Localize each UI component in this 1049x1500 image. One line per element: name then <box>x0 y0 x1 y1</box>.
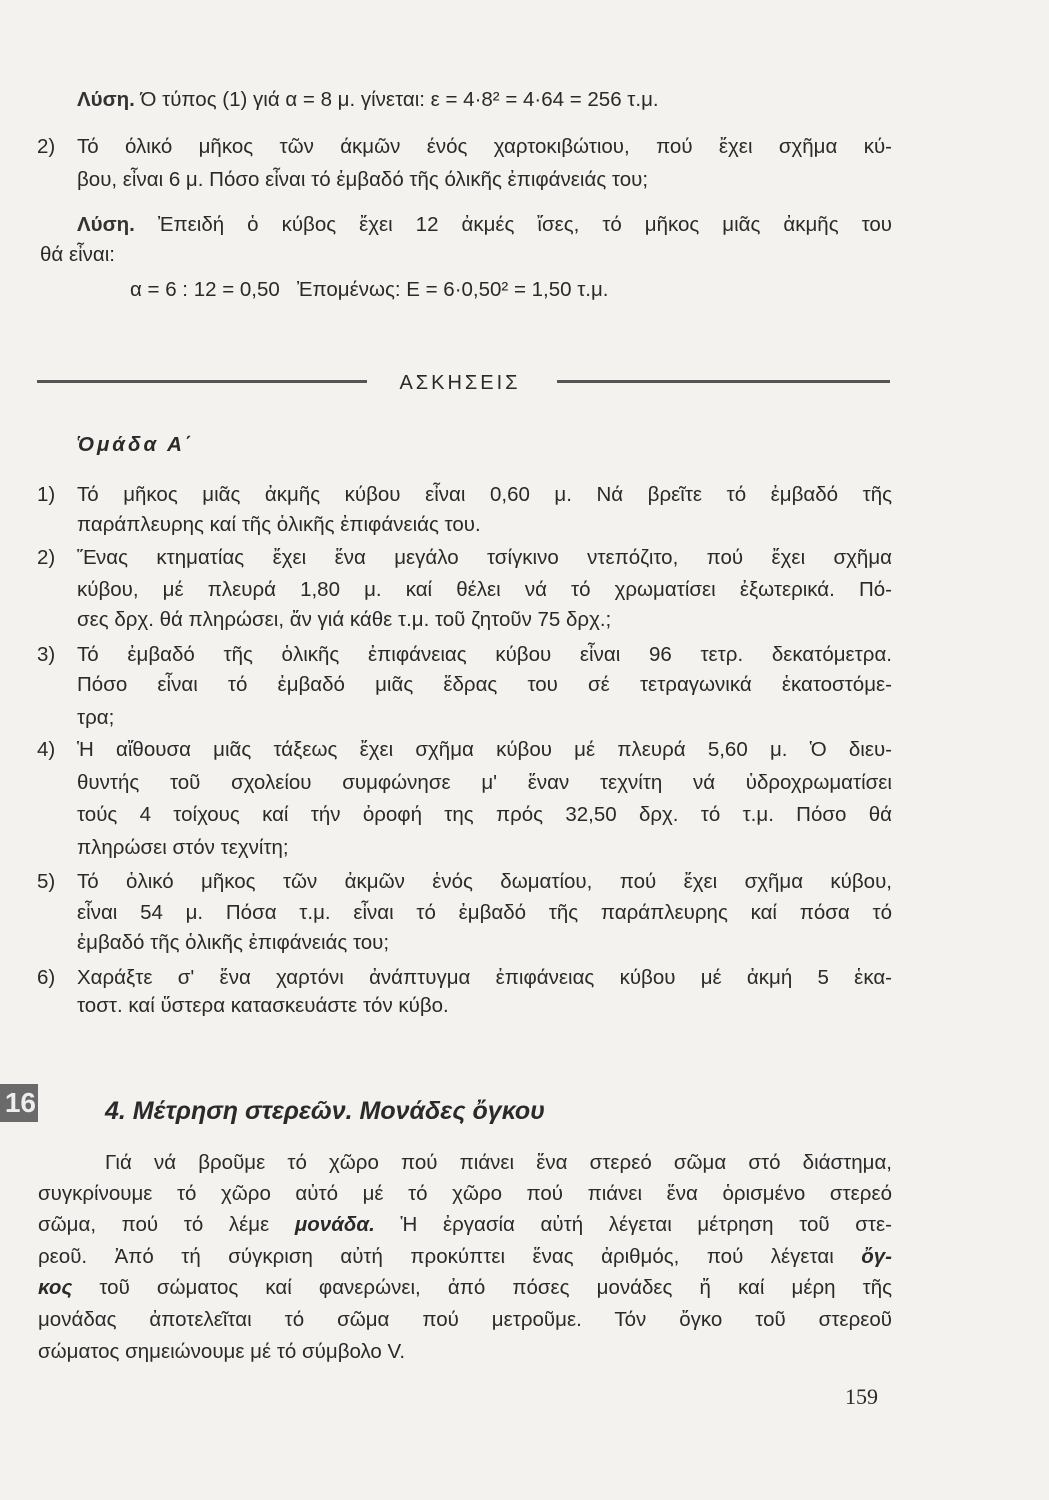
exercise-line: τρα; <box>77 706 115 729</box>
solution-1 <box>77 85 892 115</box>
paragraph-line: συγκρίνουμε τό χῶρο αὐτό μέ τό χῶρο πού πιάνει ἕνα ὁρισμένο στερεό <box>38 1182 892 1205</box>
paragraph-line: Γιά νά βροῦμε τό χῶρο πού πιάνει ἕνα στερεό σῶμα στό διάστημα, <box>105 1151 892 1174</box>
exercise-line: Ἕνας κτηματίας ἔχει ἕνα μεγάλο τσίγκινο ντεπόζιτο, πού ἔχει σχῆμα <box>77 546 892 569</box>
term-volume: κος <box>38 1276 73 1299</box>
solution-2 <box>77 210 892 240</box>
exercise-line: Πόσο εἶναι τό ἐμβαδό μιᾶς ἕδρας του σέ τετραγωνικά ἑκατοστόμε- <box>77 673 892 696</box>
example-number: 2) <box>37 135 56 158</box>
paragraph-text: Ἡ ἐργασία αὐτή λέγεται μέτρηση τοῦ στε- <box>374 1213 892 1236</box>
example-line: Τό όλικό μῆκος τῶν άκμῶν ένός χαρτοκιβώτιου, πού ἔχει σχῆμα κύ- <box>77 135 892 158</box>
paragraph-line: σώματος σημειώνουμε μέ τό σύμβολο V. <box>38 1340 406 1363</box>
divider-left <box>37 380 367 383</box>
exercise-line: πληρώσει στόν τεχνίτη; <box>77 836 289 859</box>
paragraph-line <box>38 1210 892 1240</box>
paragraph-line <box>38 1242 892 1272</box>
exercise-number: 5) <box>37 870 56 893</box>
exercise-number: 2) <box>37 546 56 569</box>
paragraph-text: σῶμα, πού τό λέμε <box>38 1213 295 1236</box>
exercise-line: ἐμβαδό τῆς ὁλικῆς ἐπιφάνειάς του; <box>77 931 390 954</box>
term-volume: ὄγ- <box>861 1245 892 1268</box>
exercise-number: 6) <box>37 966 56 989</box>
exercise-line: θυντής τοῦ σχολείου συμφώνησε μ' ἕναν τεχνίτη νά ὑδροχρωματίσει <box>77 771 892 794</box>
paragraph-text: τοῦ σώματος καί φανερώνει, ἀπό πόσες μονάδες ἤ καί μέρη τῆς <box>72 1276 892 1299</box>
exercise-line: Ἡ αἴθουσα μιᾶς τάξεως ἔχει σχῆμα κύβου μέ πλευρά 5,60 μ. Ὁ διευ- <box>77 738 892 761</box>
section-title: 4. Μέτρηση στερεῶν. Μονάδες ὄγκου <box>105 1097 545 1125</box>
exercise-line: Χαράξτε σ' ἕνα χαρτόνι ἀνάπτυγμα ἐπιφάνειας κύβου μέ ἀκμή 5 ἑκα- <box>77 966 892 989</box>
solution-line: θά εἶναι: <box>40 243 115 266</box>
exercises-heading: ΑΣΚΗΣΕΙΣ <box>399 372 521 394</box>
exercise-number: 4) <box>37 738 56 761</box>
exercise-line: εἶναι 54 μ. Πόσα τ.μ. εἶναι τό ἐμβαδό τῆς παράπλευρης καί πόσα τό <box>77 901 892 924</box>
exercise-line: τούς 4 τοίχους καί τήν ὀροφή της πρός 32,50 δρχ. τό τ.μ. Πόσο θά <box>77 803 892 826</box>
exercise-number: 3) <box>37 643 56 666</box>
exercise-line: Τό ἐμβαδό τῆς ὁλικῆς ἐπιφάνειας κύβου εἶναι 96 τετρ. δεκατόμετρα. <box>77 643 892 666</box>
exercise-line: παράπλευρης καί τῆς ὁλικῆς ἐπιφάνειάς του. <box>77 513 481 536</box>
exercise-line: κύβου, μέ πλευρά 1,80 μ. καί θέλει νά τό χρωματίσει ἐξωτερικά. Πό- <box>77 578 892 601</box>
exercise-line: σες δρχ. θά πληρώσει, ἄν γιά κάθε τ.μ. τοῦ ζητοῦν 75 δρχ.; <box>77 608 612 631</box>
exercise-line: Τό ὁλικό μῆκος τῶν ἀκμῶν ἑνός δωματίου, πού ἔχει σχῆμα κύβου, <box>77 870 892 893</box>
divider-right <box>557 380 890 383</box>
solution-formula: α = 6 : 12 = 0,50 Ἐπομένως: Ε = 6·0,50² = 1,50 τ.μ. <box>130 278 609 301</box>
group-heading: Ὁμάδα Α΄ <box>77 433 195 456</box>
solution-label: Λύση. <box>77 88 135 111</box>
section-tab: 16 <box>0 1084 38 1122</box>
example-line: βου, εἶναι 6 μ. Πόσο εἶναι τό ἐμβαδό τῆς όλικῆς ἐπιφάνειάς του; <box>77 168 649 191</box>
exercise-line: τοστ. καί ὕστερα κατασκευάστε τόν κύβο. <box>77 994 449 1017</box>
exercise-number: 1) <box>37 483 56 506</box>
paragraph-line <box>38 1273 892 1303</box>
solution-label: Λύση. <box>77 213 135 236</box>
paragraph-text: ρεοῦ. Ἀπό τή σύγκριση αὐτή προκύπτει ἕνας ἀριθμός, πού λέγεται <box>38 1245 862 1268</box>
exercise-line: Τό μῆκος μιᾶς ἀκμῆς κύβου εἶναι 0,60 μ. Νά βρεῖτε τό ἐμβαδό τῆς <box>77 483 892 506</box>
solution-text: Ό τύπος (1) γιά α = 8 μ. γίνεται: ε = 4·8² = 4·64 = 256 τ.μ. <box>134 88 659 111</box>
paragraph-line: μονάδας ἀποτελεῖται τό σῶμα πού μετροῦμε. Τόν ὄγκο τοῦ στερεοῦ <box>38 1308 892 1331</box>
term-unit: μονάδα. <box>294 1213 375 1236</box>
page-number: 159 <box>845 1384 878 1409</box>
solution-text: Ἐπειδή ὁ κύβος ἔχει 12 ἀκμές ἴσες, τό μῆκος μιᾶς ἀκμῆς του <box>134 213 892 236</box>
